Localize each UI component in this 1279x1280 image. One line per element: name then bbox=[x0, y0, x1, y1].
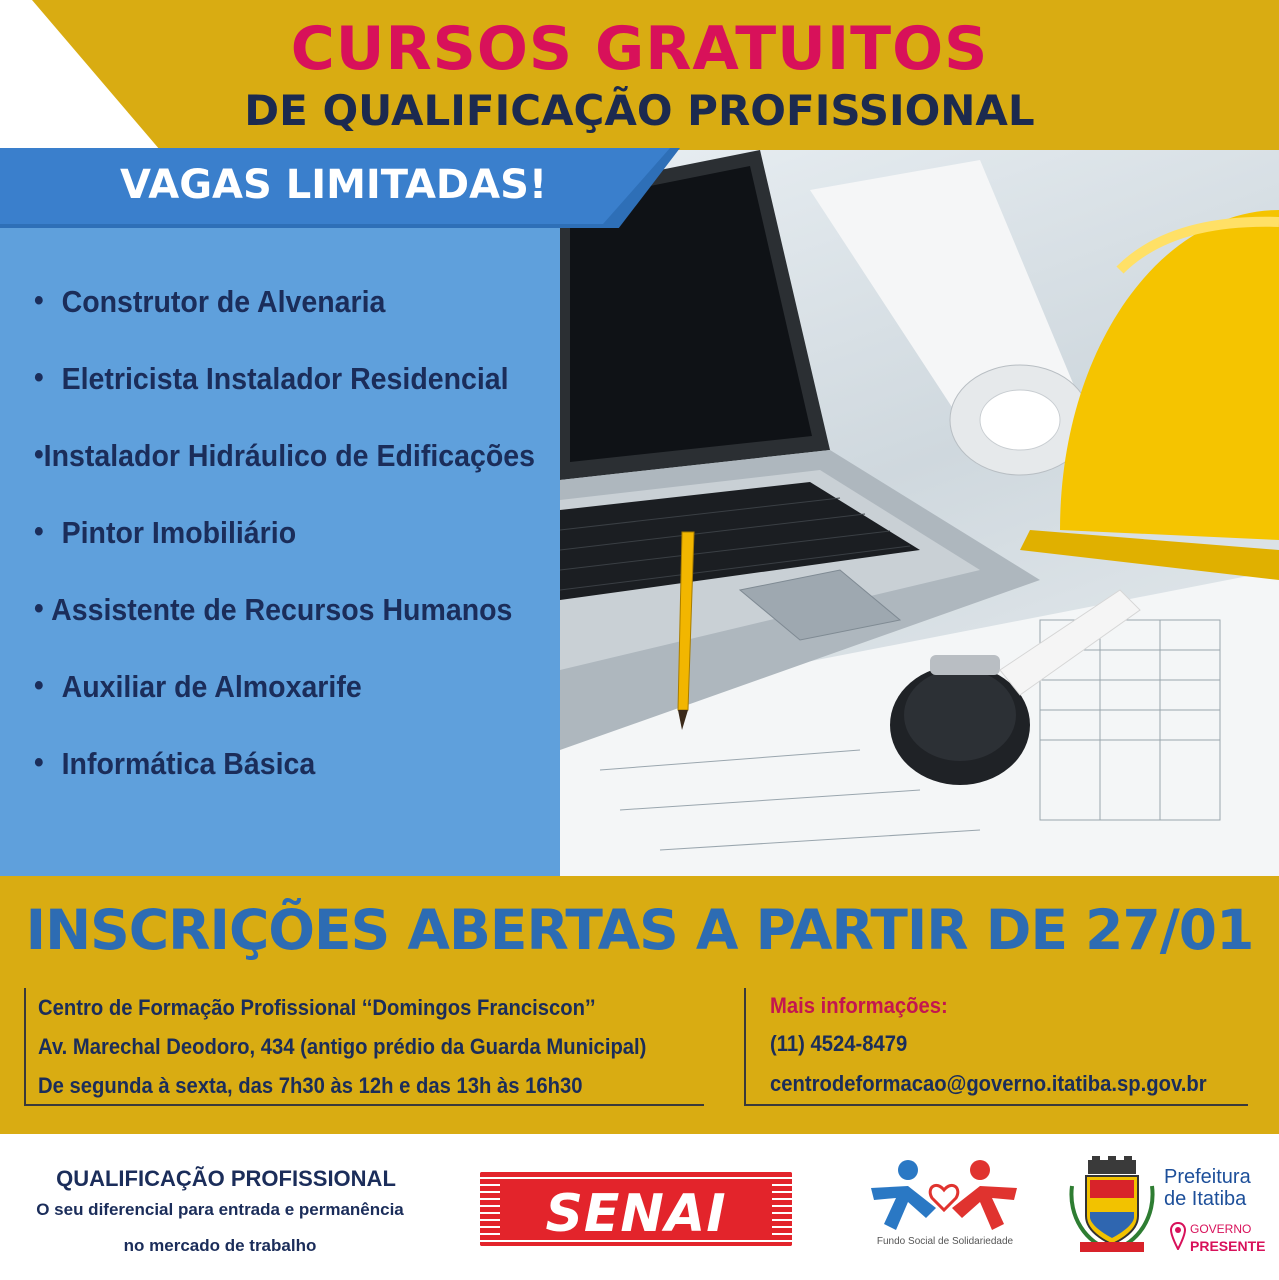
senai-wordmark: SENAI bbox=[545, 1184, 727, 1244]
course-label: Instalador Hidráulico de Edificações bbox=[43, 438, 535, 473]
prefeitura-line-1: Prefeitura bbox=[1164, 1166, 1251, 1188]
list-item bbox=[34, 438, 535, 515]
location-box bbox=[24, 988, 704, 1106]
senai-box bbox=[500, 1180, 772, 1244]
list-item bbox=[34, 284, 512, 361]
photo-illustration bbox=[560, 150, 1279, 876]
fundo-social-logo bbox=[866, 1158, 1022, 1236]
course-label: Informática Básica bbox=[61, 746, 316, 781]
page-title: CURSOS GRATUITOS bbox=[290, 14, 989, 84]
footer-title: QUALIFICAÇÃO PROFISSIONAL bbox=[56, 1166, 396, 1191]
course-label: Eletricista Instalador Residencial bbox=[61, 361, 509, 396]
page-subtitle: DE QUALIFICAÇÃO PROFISSIONAL bbox=[244, 86, 1035, 135]
contact-email[interactable]: centrodeformacao@governo.itatiba.sp.gov.br bbox=[770, 1071, 1207, 1096]
contact-box bbox=[744, 988, 1248, 1106]
contact-title: Mais informações: bbox=[770, 993, 948, 1018]
course-label: Construtor de Alvenaria bbox=[61, 284, 386, 319]
list-item bbox=[34, 592, 512, 669]
prefeitura-line-2: de Itatiba bbox=[1164, 1188, 1247, 1210]
course-label: Assistente de Recursos Humanos bbox=[51, 592, 513, 627]
list-item bbox=[34, 515, 512, 592]
footer-tagline-1: O seu diferencial para entrada e permanência bbox=[36, 1200, 404, 1219]
itatiba-coat-of-arms bbox=[1066, 1156, 1158, 1256]
bullet: • bbox=[34, 361, 44, 394]
location-name: Centro de Formação Profissional ‘‘Domingos Franciscon’’ bbox=[38, 995, 596, 1020]
location-hours: De segunda à sexta, das 7h30 às 12h e das 13h às 16h30 bbox=[38, 1073, 583, 1098]
list-item bbox=[34, 361, 512, 438]
bullet: • bbox=[34, 438, 44, 471]
footer-tagline-2: no mercado de trabalho bbox=[123, 1236, 317, 1255]
bullet: • bbox=[34, 746, 44, 779]
bullet: • bbox=[34, 284, 44, 317]
course-list bbox=[34, 284, 554, 823]
fundo-social-caption: Fundo Social de Solidariedade bbox=[876, 1236, 1014, 1247]
course-label: Auxiliar de Almoxarife bbox=[61, 669, 362, 704]
registration-headline: INSCRIÇÕES ABERTAS A PARTIR DE 27/01 bbox=[25, 898, 1254, 962]
bullet: • bbox=[34, 592, 44, 625]
governo-label: GOVERNO bbox=[1190, 1222, 1252, 1236]
prefeitura-label bbox=[1164, 1166, 1251, 1210]
presente-label: PRESENTE bbox=[1190, 1238, 1266, 1254]
blueprint-roll-illustration bbox=[810, 160, 1090, 475]
contact-phone[interactable]: (11) 4524-8479 bbox=[770, 1031, 908, 1056]
location-pin-icon bbox=[1170, 1222, 1186, 1250]
bullet: • bbox=[34, 669, 44, 702]
course-label: Pintor Imobiliário bbox=[61, 515, 297, 550]
vagas-limitadas-label: VAGAS LIMITADAS! bbox=[120, 162, 548, 208]
list-item bbox=[34, 669, 512, 746]
senai-logo bbox=[480, 1172, 792, 1246]
bullet: • bbox=[34, 515, 44, 548]
construction-photo bbox=[560, 150, 1279, 876]
list-item bbox=[34, 746, 512, 823]
location-address: Av. Marechal Deodoro, 434 (antigo prédio da Guarda Municipal) bbox=[38, 1034, 647, 1059]
